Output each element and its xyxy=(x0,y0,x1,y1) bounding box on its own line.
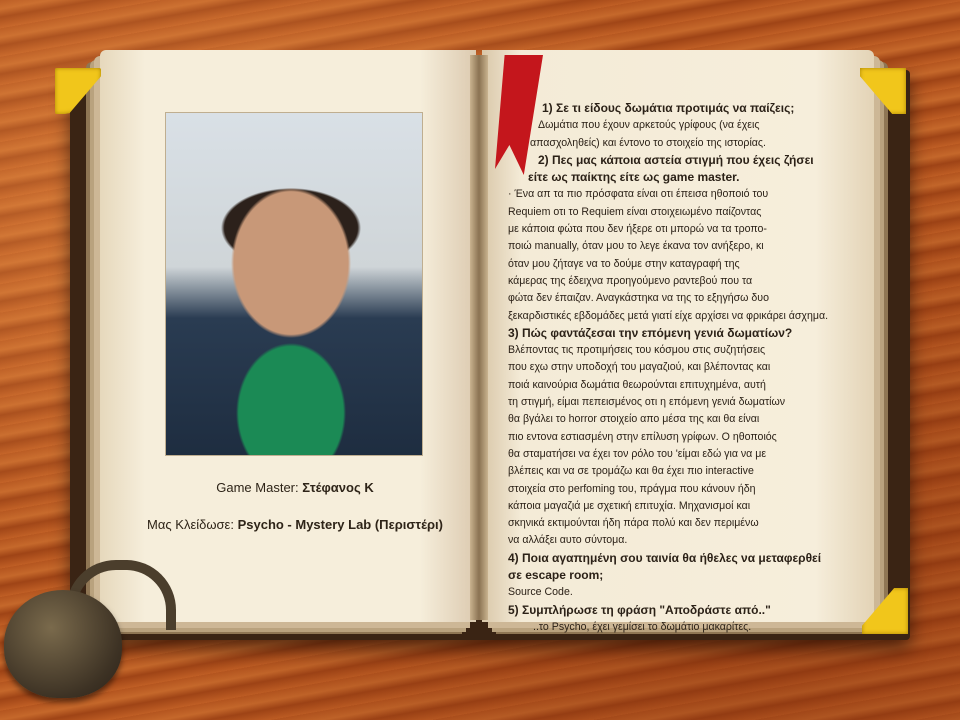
answer-line: που εχω στην υποδοχή του μαγαζιού, και βλέποντας και xyxy=(508,361,771,374)
answer-line: να αλλάξει αυτο σύντομα. xyxy=(508,534,628,547)
answer-line: Source Code. xyxy=(508,586,573,599)
question-line: 5) Συμπλήρωσε τη φράση "Αποδράστε από.." xyxy=(508,602,771,617)
answer-line: ..το Psycho, έχει γεμίσει το δωμάτιο μακαρίτες. xyxy=(533,620,752,633)
answer-line: όταν μου ζήταγε να το δούμε στην καταγραφή της xyxy=(508,257,740,270)
padlock-with-key-icon xyxy=(4,590,122,698)
answer-line: ξεκαρδιστικές εβδομάδες μετά γιατί είχε αρχίσει να φρικάρει άσχημα. xyxy=(508,309,829,322)
answer-line: κάποια μαγαζιά με σχετική επιτυχία. Μηχανισμοί και xyxy=(508,499,751,512)
answer-line: ποιά καινούρια δωμάτια θεωρούνται επιτυχημένα, αυτή xyxy=(508,378,766,391)
answer-line: στοιχεία στο perfoming του, πράγμα που κάνουν ήδη xyxy=(508,482,756,495)
answer-line: τη στιγμή, είμαι πεπεισμένος οτι η επόμενη γενιά δωματίων xyxy=(508,396,786,409)
answer-line: απασχοληθείς) και έντονο το στοιχείο της ιστορίας. xyxy=(530,136,766,149)
answer-line: Δωμάτια που έχουν αρκετούς γρίφους (να έχεις xyxy=(538,119,760,132)
locked-room-name: Psycho - Mystery Lab (Περιστέρι) xyxy=(237,517,443,532)
game-master-name: Στέφανος Κ xyxy=(302,480,374,495)
game-master-caption xyxy=(110,480,480,495)
game-master-label: Game Master: xyxy=(216,480,299,495)
answer-line: θα σταματήσει να έχει τον ρόλο του 'είμαι εδώ για να με xyxy=(508,447,767,460)
answer-line: Βλέποντας τις προτιμήσεις του κόσμου στις συζητήσεις xyxy=(508,344,766,357)
answer-line: με κάποια φώτα που δεν ήξερε οτι μπορώ να τα τροπο- xyxy=(508,223,767,236)
interview-text xyxy=(508,100,888,636)
answer-line: βλέπεις και να σε τρομάζω και θα έχει πιο interactive xyxy=(508,465,754,478)
question-line: είτε ως παίκτης είτε ως game master. xyxy=(528,170,740,185)
answer-line: ποιώ manually, όταν μου το λεγε έκανα τον ανήξερο, κι xyxy=(508,240,764,253)
locked-label: Μας Κλείδωσε: xyxy=(147,517,234,532)
question-line: 4) Ποια αγαπημένη σου ταινία θα ήθελες να μεταφερθεί xyxy=(508,550,822,565)
game-master-photo xyxy=(166,113,422,455)
answer-line: κάμερας της έδειχνα προηγούμενο ραντεβού που τα xyxy=(508,274,753,287)
answer-line: πιο εντονα εστιασμένη στην επίλυση γρίφων. Ο ηθοποιός xyxy=(508,430,777,443)
question-line: 1) Σε τι είδους δωμάτια προτιμάς να παίζεις; xyxy=(542,101,795,115)
book-spine xyxy=(470,55,488,620)
answer-line: σκηνικά εκτιμούνται ήδη πάρα πολύ και δεν περιμένω xyxy=(508,517,759,530)
locked-room-caption xyxy=(110,517,480,532)
answer-line: θα βγάλει το horror στοιχείο απο μέσα της και θα είναι xyxy=(508,413,760,426)
answer-line: · Ένα απ τα πιο πρόσφατα είναι οτι έπεισα ηθοποιό του xyxy=(508,188,769,201)
question-line: 3) Πώς φαντάζεσαι την επόμενη γενιά δωματίων? xyxy=(508,325,793,340)
question-line: σε escape room; xyxy=(508,568,604,583)
answer-line: φώτα δεν έπαιζαν. Αναγκάστηκα να της το εξηγήσω δυο xyxy=(508,292,769,305)
answer-line: Requiem οτι το Requiem είναι στοιχειωμένο παίζοντας xyxy=(508,205,762,218)
question-line: 2) Πες μας κάποια αστεία στιγμή που έχεις ζήσει xyxy=(538,152,814,167)
